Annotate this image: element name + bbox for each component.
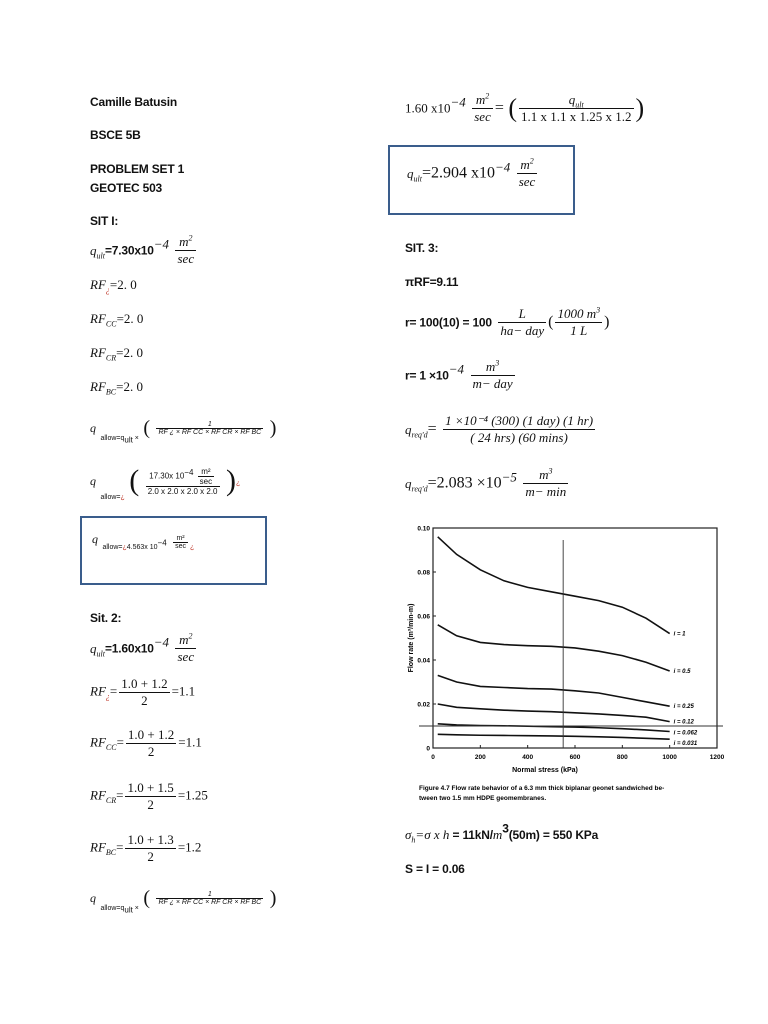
sit1-qallow-result: q $_{allow=¿4.563x 10^{-4}}$ $\frac{\text{m²}}{\sec}$ $_¿$: [92, 532, 195, 551]
chart-x-tick-label: 800: [616, 754, 628, 761]
chart-series-label: i = 0.031: [673, 741, 698, 748]
sit2-rf-id: $RF_¿=$ $\frac{1.0 + 1.2}{2}$ =1.1: [90, 676, 196, 708]
chart-series-line: [438, 704, 670, 722]
flow-rate-chart: [405, 522, 725, 812]
sit1-rf-bc: $RF_{BC}=2$. 0: [90, 379, 143, 397]
sit1-rf-id: $RF_¿=2$. 0: [90, 277, 137, 295]
chart-x-tick-label: 200: [474, 754, 486, 761]
chart-y-tick-label: 0.02: [417, 701, 430, 709]
sit2-qult-equation: $q_{ult}=1.60x10^{-4}$ $\frac{m^2}{\sec}$: [90, 631, 195, 664]
chart-x-tick-label: 0: [431, 754, 435, 761]
chart-y-tick-label: 0.08: [417, 569, 430, 577]
sit1-title: SIT I:: [90, 214, 119, 228]
sit2-rf-bc: $RF_{BC}=$ $\frac{1.0 + 1.3}{2}$ =1.2: [90, 832, 202, 864]
chart-frame: [433, 528, 717, 748]
sit1-rf-cr: $RF_{CR}=2$. 0: [90, 345, 143, 363]
sit1-qallow-formula: q $_{allow=q_{ult} \times}$ ( $\frac{1}{\text{RF ¿ × RF CC × RF CR × RF BC}}$ ): [90, 417, 277, 445]
chart-series-label: i = 0.25: [673, 704, 694, 711]
chart-y-axis-label: Flow rate (m³/min-m): [408, 603, 415, 673]
sit1-rf-cc: $RF_{CC}=2$. 0: [90, 311, 144, 329]
course-code: GEOTEC 503: [90, 181, 163, 195]
sit1-qult-equation: $q_{ult}=7.30x10^{-4}$ $\frac{m^2}{\sec}$: [90, 233, 195, 266]
chart-x-tick-label: 600: [569, 754, 581, 761]
sit3-qreq-result: $q_{req'd}=2.083 \times 10^{-5}$ $\frac{m^3}{m- \min}$: [405, 466, 567, 499]
section-label: BSCE 5B: [90, 128, 141, 142]
chart-series-line: [438, 734, 670, 739]
sit3-r-value: $r= 1 \times 10^{-4}$ $\frac{m^3}{\text{m− day}}$: [405, 358, 513, 391]
sit2-title: Sit. 2:: [90, 611, 122, 625]
problem-set-title: PROBLEM SET 1: [90, 162, 185, 176]
sit1-result-box: [80, 516, 267, 585]
sit1-qallow-substitution: q $_{allow=¿}$ ( 17.30x $10^{-4}$ $\frac{\text{m²}}{\sec}$ 2.0 x 2.0 x 2.0 x 2.0 )¿: [90, 464, 241, 502]
sit2-rf-cc: $RF_{CC}=$ $\frac{1.0 + 1.2}{2}$ =1.1: [90, 727, 202, 759]
chart-y-tick-label: 0.04: [417, 657, 430, 665]
chart-x-axis-label: Normal stress (kPa): [512, 767, 578, 774]
author-name: Camille Batusin: [90, 95, 178, 109]
figure-caption-line-2: tween two 1.5 mm HDPE geomembranes.: [419, 795, 547, 802]
chart-series-line: [438, 625, 670, 671]
sit2-qult-result: $q_{ult}=2.904$ $x10^{-4}$ $\frac{m^2}{\sec}$: [407, 156, 536, 189]
chart-x-tick-label: 400: [522, 754, 534, 761]
sit2-qallow-formula: q $_{allow=q_{ult} \times}$ ( $\frac{1}{\text{RF ¿ × RF CC × RF CR × RF BC}}$ ): [90, 887, 277, 915]
sit2-result-box: [388, 145, 575, 215]
chart-y-tick-label: 0: [426, 745, 430, 753]
chart-series-label: i = 0.12: [673, 719, 694, 726]
chart-series-line: [438, 724, 670, 732]
chart-series-label: i = 0.062: [673, 730, 698, 737]
sit3-title: SIT. 3:: [405, 241, 439, 255]
chart-series-line: [438, 675, 670, 706]
sit2-qult-equation-substitution: 1.60 $x10^{-4}$ $\frac{m^2}{\sec}$ = ( $\frac{q_{ult}}{1.1 x 1.1 x 1.25 x 1.2}$ ): [405, 91, 645, 124]
chart-series-label: i = 0.5: [673, 669, 691, 675]
chart-y-tick-label: 0.06: [417, 613, 430, 621]
sit2-rf-cr: $RF_{CR}=$ $\frac{1.0 + 1.5}{2}$ =1.25: [90, 780, 208, 812]
chart-y-tick-label: 0.10: [417, 525, 430, 533]
sit3-prf: πRF=9.11: [405, 275, 459, 289]
sit3-qreq-formula: $q_{req'd}=$ $\frac{\text{1 ×10⁻⁴ (300) (1 day) (1 hr)}}{\text{( 24 hrs) (60 mins)}}$: [405, 413, 594, 445]
figure-caption-line-1: Figure 4.7 Flow rate behavior of a 6.3 mm thick biplanar geonet sandwiched be-: [419, 785, 665, 792]
chart-series-label: i = 1: [673, 631, 686, 638]
sit3-r-conversion: r= 100(10) = 100 $\frac{L}{\text{ha− day}}$ ( $\frac{1000 m^3}{1 L}$ ): [405, 305, 610, 338]
chart-x-tick-label: 1200: [709, 754, 725, 761]
sit3-sigma-equation: $\sigma_h=\sigma$ x $h = 11kN/m^3(50m) = 550$ KPa: [405, 821, 599, 845]
chart-series-line: [438, 537, 670, 634]
chart-x-tick-label: 1000: [662, 754, 677, 761]
sit3-s-equals-i: S = I = 0.06: [405, 862, 465, 876]
